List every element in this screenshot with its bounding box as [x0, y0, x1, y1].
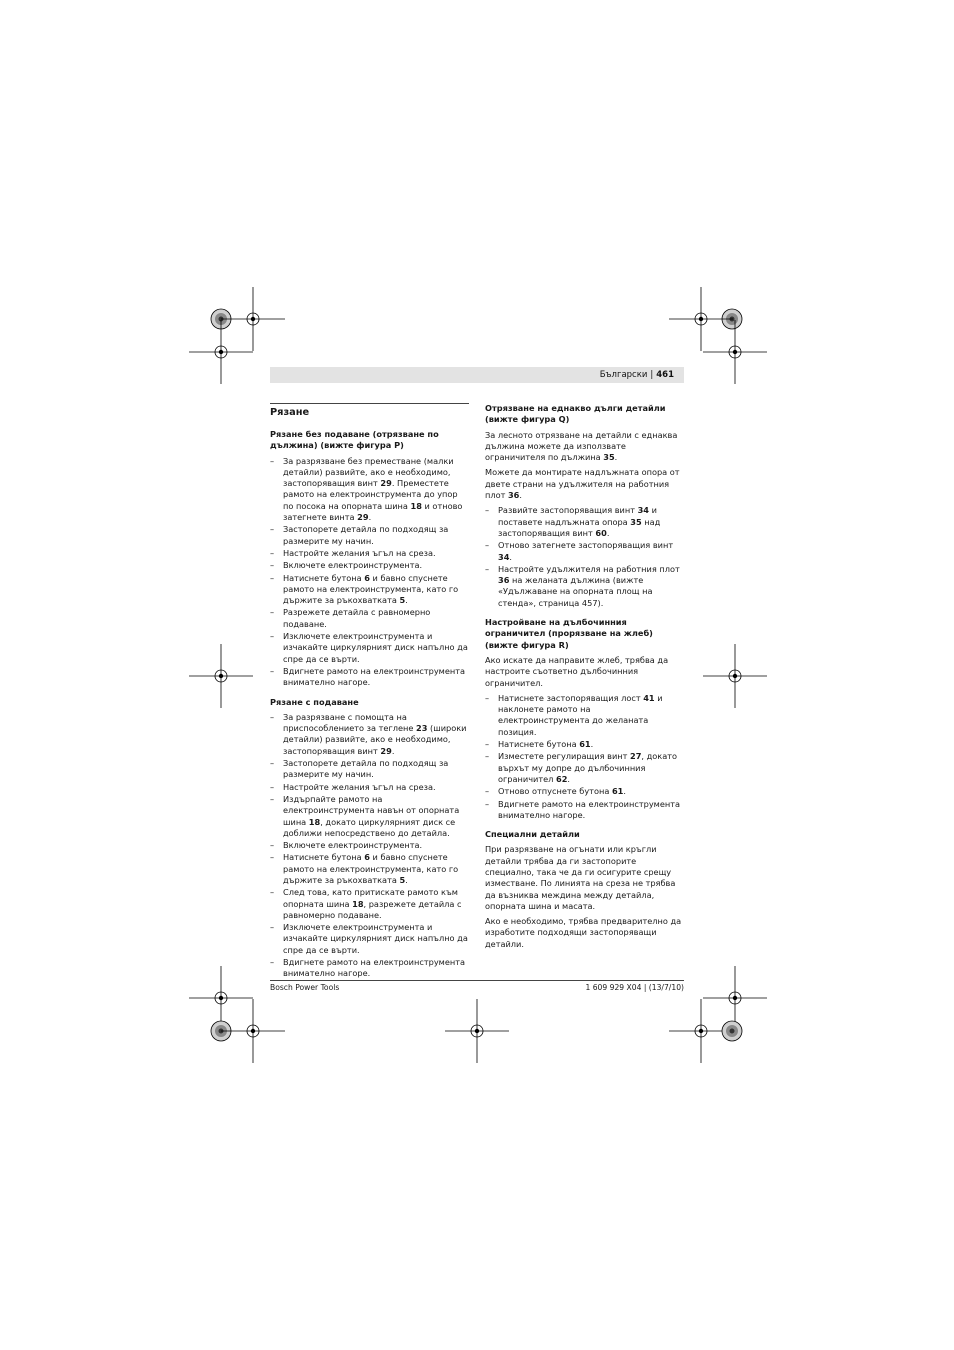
- section-rule: [270, 403, 469, 404]
- list-item: [270, 631, 469, 665]
- dash-bullet: –: [485, 798, 490, 809]
- text-run: За разрязване без преместване (малки детайли) развийте, ако е необходимо, застопоряващия винт: [283, 455, 454, 489]
- part-number: 27: [630, 751, 642, 762]
- paragraph: [485, 430, 684, 464]
- part-number: 36: [498, 575, 510, 586]
- dash-bullet: –: [270, 957, 275, 968]
- part-number: 41: [643, 692, 655, 703]
- subsection-title-cutting-with-feed: Рязане с подаване: [270, 696, 359, 707]
- part-number: 35: [603, 452, 615, 463]
- list-item: [270, 607, 469, 630]
- text-run: и поставете надлъжната опора: [498, 505, 657, 527]
- text-run: Натиснете бутона: [283, 852, 365, 863]
- part-number: 6: [364, 572, 370, 583]
- text-run: За разрязване с помощта на приспособлението за теглене: [283, 711, 417, 734]
- text-run: Разрежете детайла с равномерно подаване.: [283, 607, 431, 629]
- text-run: Натиснете бутона: [498, 739, 580, 750]
- text-run: и бавно спуснете рамото на електроинструмента, като го държите за ръкохватката: [283, 852, 459, 885]
- left-column: [270, 403, 469, 988]
- part-number: 29: [357, 512, 369, 523]
- dash-bullet: –: [270, 922, 275, 933]
- list-item: [485, 693, 684, 738]
- text-run: и наклонете рамото на електроинструмента до желаната позиция.: [498, 692, 663, 737]
- header-text: [600, 369, 674, 381]
- dash-bullet: –: [270, 852, 275, 863]
- part-number: 5: [399, 595, 406, 606]
- list-item: [485, 786, 684, 797]
- text-run: .: [614, 452, 618, 463]
- dash-bullet: –: [485, 739, 490, 750]
- text-run: Вдигнете рамото на електроинструмента внимателно нагоре.: [283, 665, 466, 688]
- list-item: [485, 799, 684, 822]
- text-run: Отново затегнете застопоряващия винт: [498, 540, 674, 551]
- dash-bullet: –: [485, 540, 490, 551]
- list-item: [270, 524, 469, 547]
- text-run: Включете електроинструмента.: [283, 560, 423, 571]
- dash-bullet: –: [270, 572, 275, 583]
- text-run: , докато върхът му допре до дълбочинния ограничител: [498, 751, 678, 784]
- dash-bullet: –: [485, 786, 490, 797]
- dash-bullet: –: [270, 607, 275, 618]
- list-item: [485, 564, 684, 609]
- list-item: [270, 957, 469, 980]
- text-run: За лесното отрязване на детайли с еднаква дължина можете да използвате ограничителя по дължина: [485, 429, 678, 463]
- list-item: [270, 560, 469, 571]
- text-run: Вдигнете рамото на електроинструмента внимателно нагоре.: [283, 957, 466, 979]
- text-run: .: [405, 874, 408, 885]
- subsection-title-cutting-without-feed: Рязане без подаване (отрязване по дължина) (вижте фигура P): [270, 429, 439, 451]
- list-item: [270, 548, 469, 559]
- part-number: 61: [579, 739, 591, 750]
- part-number: 29: [380, 745, 392, 756]
- steps-list: [270, 712, 469, 980]
- list-item: [270, 666, 469, 689]
- part-number: 29: [380, 478, 392, 489]
- part-number: 23: [416, 723, 428, 734]
- text-run: Застопорете детайла по подходящ за размерите му начин.: [283, 524, 449, 546]
- paragraph: Ако е необходимо, трябва предварително да изработите подходящи застопоряващи детайли.: [485, 916, 682, 949]
- footer-brand: Bosch Power Tools: [270, 983, 340, 992]
- text-run: Натиснете застопоряващия лост: [498, 692, 644, 703]
- page-number: 461: [656, 370, 674, 380]
- subsection-title-equal-length: Отрязване на еднакво дълги детайли (вижте фигура Q): [485, 403, 666, 425]
- list-item: [270, 758, 469, 781]
- text-run: , докато циркулярният диск се доближи непосредствено до детайла.: [283, 816, 456, 838]
- text-run: (широки детайли) развийте, ако е необходимо, застопоряващия винт: [283, 723, 467, 756]
- list-item: [485, 739, 684, 750]
- text-run: Издърпайте рамото на електроинструмента навън от опорната шина: [283, 793, 460, 827]
- text-run: Вдигнете рамото на електроинструмента внимателно нагоре.: [498, 798, 681, 820]
- right-column: [485, 403, 684, 954]
- paragraph: [485, 467, 684, 501]
- dash-bullet: –: [270, 455, 275, 466]
- dash-bullet: –: [485, 751, 490, 762]
- steps-list: [485, 693, 684, 821]
- dash-bullet: –: [485, 563, 490, 574]
- text-run: Изключете електроинструмента и изчакайте циркулярният диск напълно да спре да се върти.: [283, 631, 468, 664]
- text-run: .: [509, 551, 513, 562]
- part-number: 35: [630, 516, 642, 527]
- text-run: Настройте желания ъгъл на среза.: [283, 547, 436, 558]
- text-run: на желаната дължина (вижте «Удължаване на опорната площ на стенда», страница 457).: [498, 575, 653, 608]
- dash-bullet: –: [270, 758, 275, 769]
- text-run: .: [391, 745, 395, 756]
- part-number: 34: [637, 505, 650, 516]
- dash-bullet: –: [270, 631, 275, 642]
- list-item: [270, 840, 469, 851]
- text-run: Настройте удължителя на работния плот: [498, 563, 680, 574]
- text-run: Отново отпуснете бутона: [498, 786, 612, 797]
- list-item: [270, 573, 469, 607]
- page-header: [270, 367, 684, 383]
- text-run: След това, като притискате рамото към опорната шина: [283, 887, 458, 909]
- text-run: Изключете електроинструмента и изчакайте циркулярният диск напълно да спре да се върти.: [283, 922, 468, 955]
- paragraph: При разрязване на огънати или кръгли детайли трябва да ги застопорите специално, така че да ги осигурите срещу изместване. По линията на среза не трябва да възниква междина между детайла, опорната шина и масата.: [485, 844, 676, 911]
- text-run: Настройте желания ъгъл на среза.: [283, 781, 436, 792]
- text-run: .: [606, 527, 610, 538]
- text-run: Включете електроинструмента.: [283, 840, 423, 851]
- part-number: 60: [595, 527, 607, 538]
- part-number: 34: [498, 551, 510, 562]
- steps-list: [485, 505, 684, 609]
- part-number: 18: [410, 500, 422, 511]
- list-item: [485, 540, 684, 563]
- dash-bullet: –: [270, 887, 275, 898]
- dash-bullet: –: [485, 505, 490, 516]
- steps-list: [270, 456, 469, 689]
- part-number: 62: [556, 773, 568, 784]
- part-number: 5: [399, 874, 406, 885]
- part-number: 61: [611, 786, 624, 797]
- part-number: 6: [364, 852, 370, 863]
- list-item: [270, 456, 469, 524]
- text-run: Развийте застопоряващия винт: [498, 505, 638, 516]
- text-run: .: [623, 786, 626, 797]
- dash-bullet: –: [270, 781, 275, 792]
- list-item: [270, 712, 469, 757]
- text-run: .: [368, 512, 372, 523]
- text-run: над застопоряващия винт: [498, 516, 661, 538]
- header-language: Български: [599, 370, 648, 380]
- dash-bullet: –: [270, 840, 275, 851]
- text-run: Изместете регулиращия винт: [498, 751, 630, 762]
- subsection-title-depth-stop: Настройване на дълбочинния ограничител (прорязване на жлеб) (вижте фигура R): [485, 617, 653, 650]
- text-run: Застопорете детайла по подходящ за размерите му начин.: [283, 758, 449, 780]
- subsection-title-special-workpieces: Специални детайли: [485, 829, 580, 840]
- list-item: [270, 794, 469, 839]
- text-run: Можете да монтирате надлъжната опора от двете страни на удължителя на работния плот: [485, 467, 680, 501]
- list-item: [270, 782, 469, 793]
- dash-bullet: –: [270, 665, 275, 676]
- footer-rule: [270, 980, 684, 981]
- dash-bullet: –: [270, 524, 275, 535]
- text-run: Натиснете бутона: [283, 572, 365, 583]
- list-item: [270, 852, 469, 886]
- text-run: .: [405, 595, 408, 606]
- list-item: [270, 922, 469, 956]
- part-number: 18: [352, 898, 364, 909]
- text-run: и бавно спуснете рамото на електроинструмента, като го държите за ръкохватката: [283, 572, 459, 606]
- text-run: , разрежете детайла с равномерно подаване.: [283, 898, 462, 920]
- text-run: .: [590, 739, 594, 750]
- dash-bullet: –: [485, 692, 490, 703]
- text-run: . Преместете рамото на електроинструмента до упор по посока на опорната шина: [283, 478, 458, 511]
- part-number: 36: [507, 490, 520, 501]
- list-item: [485, 505, 684, 539]
- section-title: Рязане: [270, 407, 310, 418]
- dash-bullet: –: [270, 547, 275, 558]
- list-item: [270, 887, 469, 921]
- text-run: .: [519, 490, 522, 501]
- footer-doc-id: 1 609 929 X04 | (13/7/10): [585, 983, 684, 992]
- dash-bullet: –: [270, 793, 275, 804]
- text-run: .: [567, 773, 571, 784]
- text-run: и отново затегнете винта: [283, 500, 463, 523]
- paragraph: Ако искате да направите жлеб, трябва да настроите съответно дълбочинния ограничител.: [485, 654, 669, 688]
- dash-bullet: –: [270, 560, 275, 571]
- header-separator: |: [650, 370, 654, 380]
- dash-bullet: –: [270, 711, 275, 722]
- list-item: [485, 751, 684, 785]
- part-number: 18: [308, 816, 321, 827]
